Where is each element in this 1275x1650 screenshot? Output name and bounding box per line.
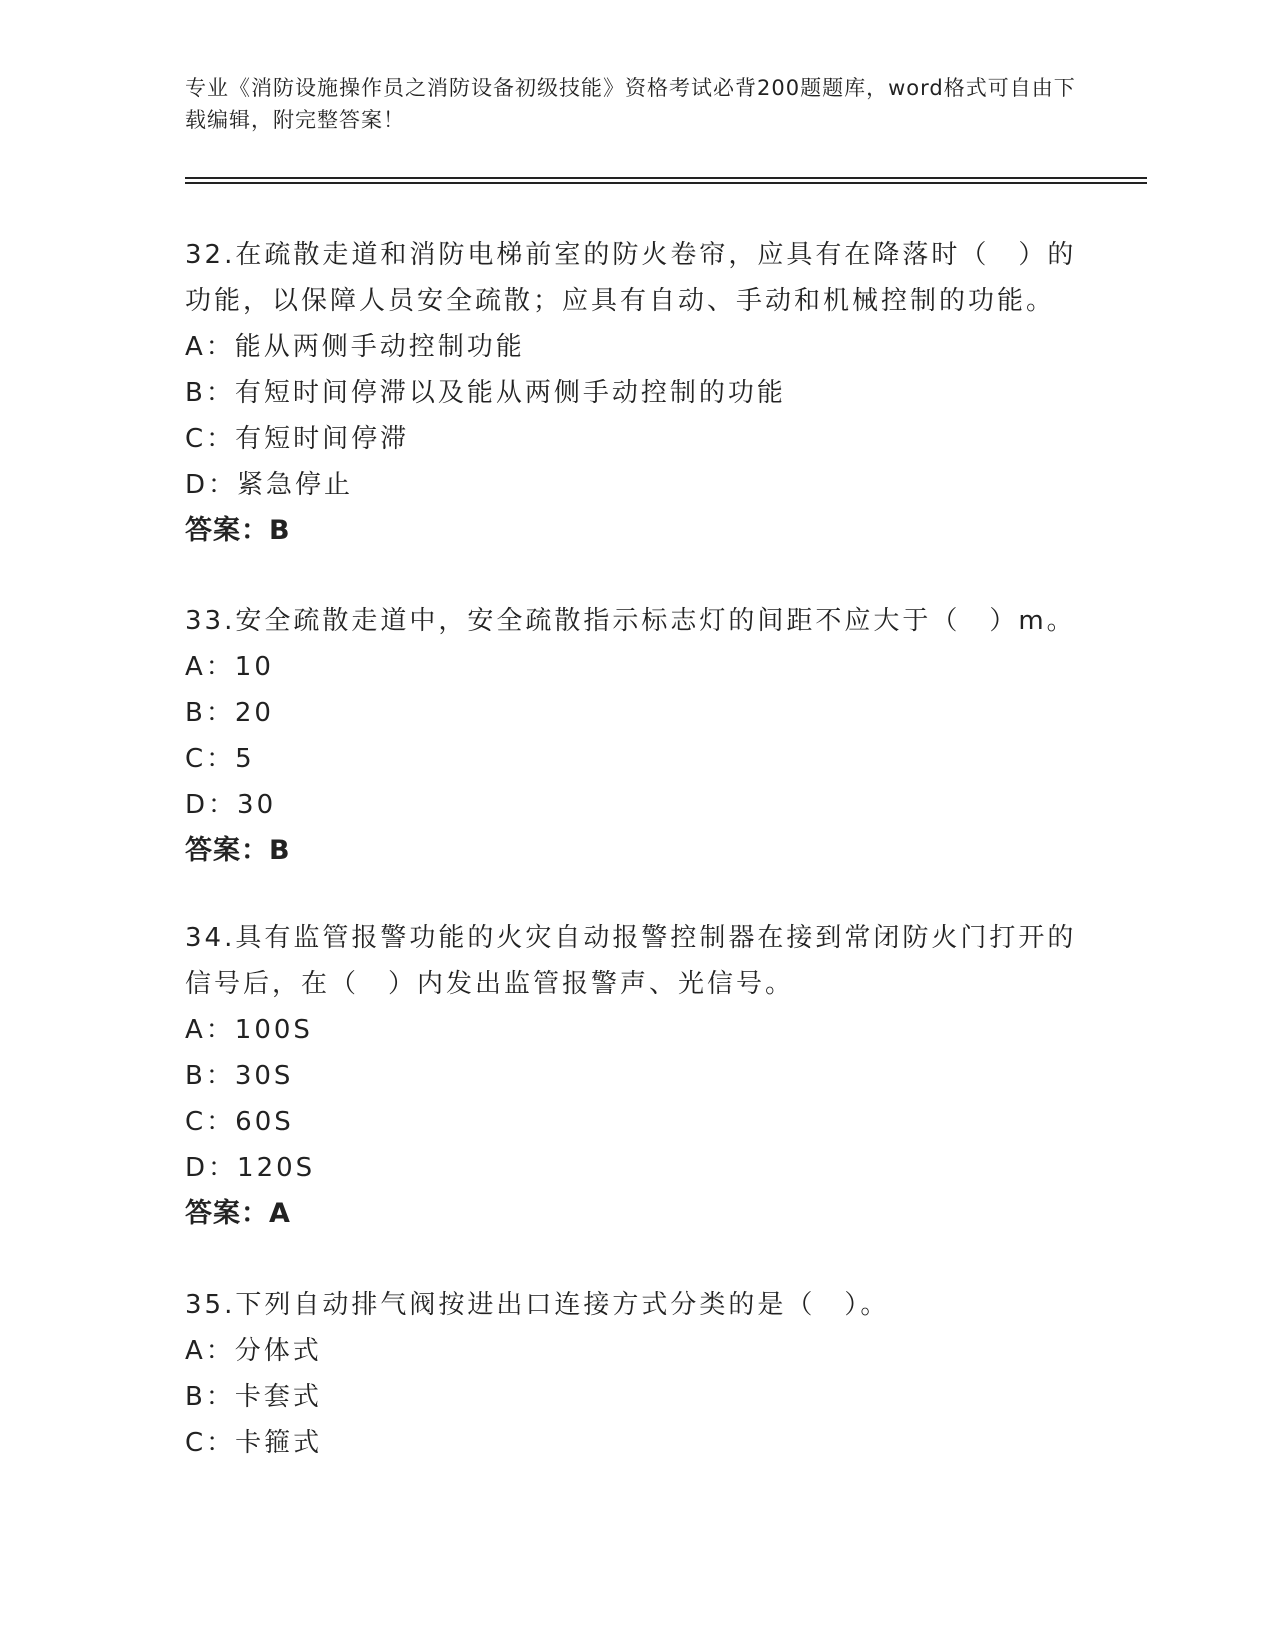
option-c: C：卡箍式 [185, 1428, 323, 1458]
option-c: C：60S [185, 1107, 294, 1137]
answer: 答案：A [185, 1198, 291, 1229]
question-32 [185, 232, 1085, 554]
header-divider-top [185, 177, 1147, 179]
question-stem: 32.在疏散走道和消防电梯前室的防火卷帘，应具有在降落时（ ）的功能，以保障人员安全疏散；应具有自动、手动和机械控制的功能。 [185, 240, 1077, 316]
answer: 答案：B [185, 835, 291, 866]
option-d: D：30 [185, 790, 277, 820]
option-a: A：能从两侧手动控制功能 [185, 332, 525, 362]
question-33 [185, 598, 1085, 874]
header-divider-bottom [185, 182, 1147, 184]
option-c: C：有短时间停滞 [185, 424, 410, 454]
question-stem: 33.安全疏散走道中，安全疏散指示标志灯的间距不应大于（ ）m。 [185, 606, 1076, 636]
option-c: C：5 [185, 744, 255, 774]
option-d: D：120S [185, 1153, 316, 1183]
option-b: B：30S [185, 1061, 294, 1091]
option-b: B：20 [185, 698, 274, 728]
question-35 [185, 1282, 1085, 1466]
option-b: B：卡套式 [185, 1382, 322, 1412]
question-stem: 34.具有监管报警功能的火灾自动报警控制器在接到常闭防火门打开的信号后，在（ ）内发出监管报警声、光信号。 [185, 923, 1077, 999]
question-34 [185, 915, 1085, 1237]
option-a: A：100S [185, 1015, 313, 1045]
question-stem: 35.下列自动排气阀按进出口连接方式分类的是（ ）。 [185, 1290, 890, 1320]
option-a: A：10 [185, 652, 274, 682]
option-d: D：紧急停止 [185, 470, 354, 500]
answer: 答案：B [185, 515, 291, 546]
option-a: A：分体式 [185, 1336, 322, 1366]
document-header: 专业《消防设施操作员之消防设备初级技能》资格考试必背200题题库，word格式可自由下载编辑，附完整答案！ [185, 76, 1076, 132]
option-b: B：有短时间停滞以及能从两侧手动控制的功能 [185, 378, 786, 408]
